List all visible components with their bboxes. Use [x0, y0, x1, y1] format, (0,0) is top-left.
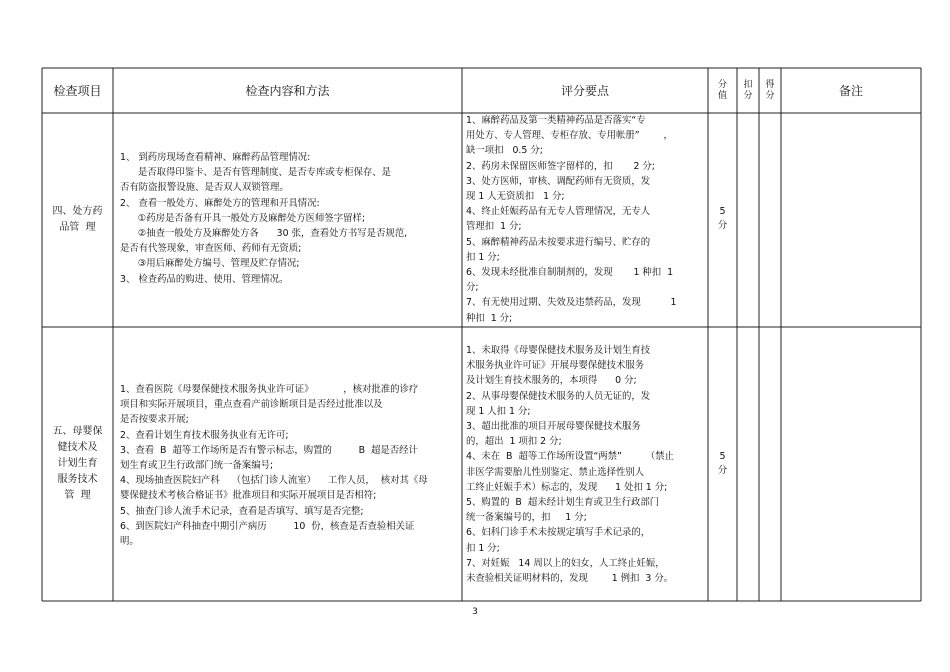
row-category-prescription-drugs: 四、处方药 品管 理 — [52, 206, 103, 233]
header-remarks: 备注 — [838, 84, 863, 98]
row-points-maternal-child-health: 1、未取得《母婴保健技术服务及计划生育技 术服务执业许可证》开展母婴保健技术服务 及计划生育技术服务的，本项得 0 分; 2、从事母婴保健技术服务的人员无证的，发 现 1 人扣 1 分; 3、超出批准的项目开展母婴保健技术服务 的，超出 1 项扣 2 分; 4、未在 B 超等工作场所设置“两禁” （禁止 非医学需要胎儿性别鉴定、禁止选择性别人 工终止妊娠手术）标志的，发现 1 处扣 1 分; 5、购置的 B 超未经计划生育或卫生行政部门 统一备案编号的，扣 1 分; 6、妇科门诊手术未按规定填写手术记录的， 扣 1 分; 7、对妊娠 14 周以上的妇女，人工终止妊娠， 未查验相关证明材料的，发现 1 例扣 3 分。 — [466, 345, 674, 585]
row-score-prescription-drugs: 5 分 — [717, 206, 728, 231]
header-content-method: 检查内容和方法 — [245, 84, 330, 98]
page-number: 3 — [472, 607, 478, 617]
row-method-maternal-child-health: 1、查看医院《母婴保健技术服务执业许可证》 ，核对批准的诊疗 项目和实际开展项目，重点查看产前诊断项目是否经过批准以及 是否按要求开展; 2、查看计划生育技术服务执业有无许可; 3、查看 B 超等工作场所是否有警示标志，购置的 B 超是否经计 划生育或卫生行政部门统一备案编号; 4、现场抽查医院妇产科 （包括门诊人流室） 工作人员， 核对其《母 婴保健技术考核合格证书》批准项目和实际开展项目是否相符; 5、抽查门诊人流手术记录，查看是否填写、填写是否完整; 6、到医院妇产科抽查中期引产病历 10 份，核查是否查验相关证 明。 — [120, 384, 428, 548]
header-score-value: 分 值 — [717, 79, 727, 101]
row-points-prescription-drugs: 1、麻醉药品及第一类精神药品是否落实“专 用处方、专人管理、专柜存放、专用帐册” ， 缺一项扣 0.5 分; 2、药房未保留医师签字留样的，扣 2 分; 3、处方医师，审核、调配药师有无资质，发 现 1 人无资质扣 1 分; 4、终止妊娠药品有无专人管理情况，无专人 管理扣 1 分; 5、麻醉精神药品未按要求进行编号、贮存的 扣 1 分; 6、发现未经批准自制制剂的，发现 1 种扣 1 分; 7、有无使用过期、失效及违禁药品，发现 1 种扣 1 分; — [466, 115, 677, 324]
header-score-obtained: 得 分 — [765, 79, 775, 101]
header-inspection-item: 检查项目 — [53, 84, 102, 98]
header-deduction: 扣 分 — [743, 79, 753, 101]
header-scoring-points: 评分要点 — [560, 84, 609, 98]
row-score-maternal-child-health: 5 分 — [717, 451, 728, 476]
row-method-prescription-drugs: 1、 到药房现场查看精神、麻醉药品管理情况: 是否取得印鉴卡、是否有管理制度、是否专库或专柜保存、是 否有防盗报警设施、是否双人双锁管理。 2、 查看一般处方、麻醉处方的管理和开具情况: ①药房是否备有开具一般处方及麻醉处方医师签字留样; ②抽查一般处方及麻醉处方各 30 张，查看处方书写是否规范, 是否有代签现象，审查医师、药师有无资质; ③用后麻醉处方编号、管理及贮存情况; 3、 检查药品的购进、使用、管理情况。 — [120, 152, 408, 285]
row-category-maternal-child-health: 五、母婴保 健技术及 计划生育 服务技术 管 理 — [52, 426, 103, 501]
